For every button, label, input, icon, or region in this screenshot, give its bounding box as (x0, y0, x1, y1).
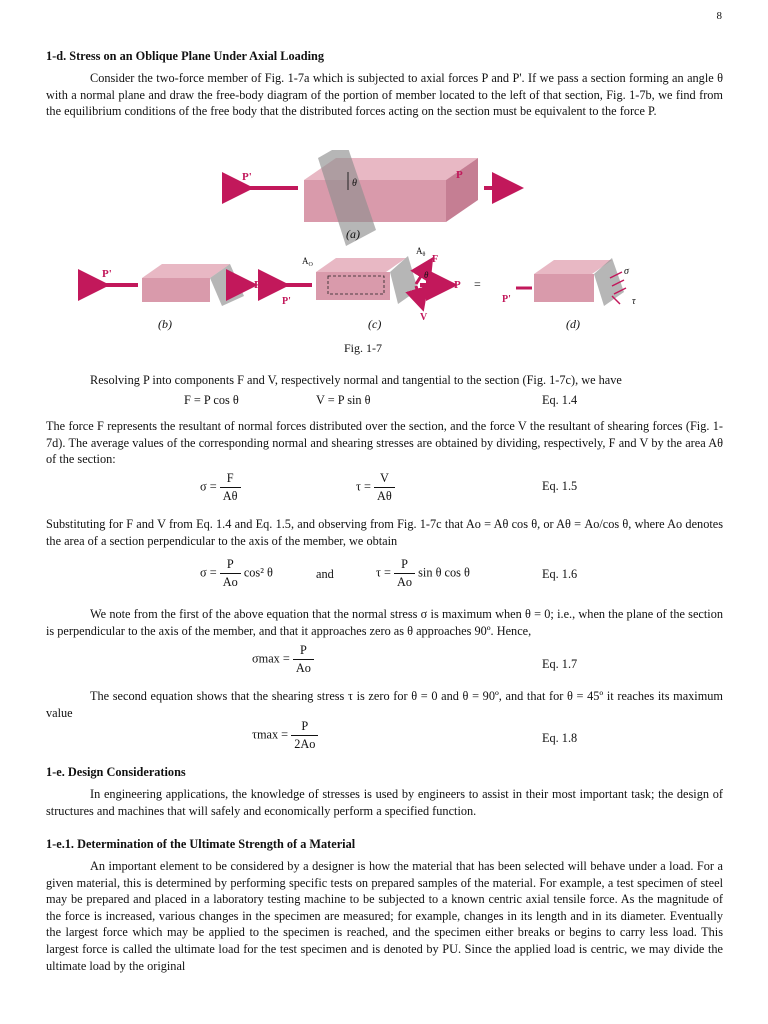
eq16-label: Eq. 1.6 (542, 567, 578, 581)
paragraph-ultimate-strength: An important element to be considered by a designer is how the material that has been selected will behave under a load. For a given material, this is determined by performing specific tests on prepared samples of the material. For example, a test specimen of steel may be prepared and placed in a laboratory testing machine to be subjected to a known centric axial tensile force. As the magnitude of the force is increased, various changes in the specimen are measured; for example, changes in its length and in its diameter. Eventually the largest force which may be applied to the specimen is reached, and the specimen either breaks or begins to carry less load. This largest force is called the ultimate load for the test specimen and is denoted by PU. Since the applied load is centric, we may divide the ultimate load by the original (46, 859, 723, 973)
eq15-label: Eq. 1.5 (542, 479, 578, 493)
label-tau-d: τ (632, 296, 636, 307)
label-area-theta: $A_\theta$ (416, 246, 426, 258)
figure-label-b: (b) (158, 317, 172, 331)
section-heading-1e: 1-e. Design Considerations (46, 765, 186, 779)
eq16-sigma-den: Ao (220, 573, 241, 591)
eq18-num: P (301, 719, 309, 733)
equation-1-6 (46, 556, 723, 596)
eq18-lhs: τmax = (252, 727, 289, 742)
paragraph-resolving: Resolving P into components F and V, respectively normal and tangential to the section (Fig. 1-7c), we have (90, 373, 622, 387)
eq17-num: P (299, 643, 307, 657)
paragraph-intro: Consider the two-force member of Fig. 1-7a which is subjected to axial forces P and P'. If we pass a section forming an angle θ with a normal plane and draw the free-body diagram of the portion of member located to the left of that section, Fig. 1-7b, we find from the equilibrium conditions of the free body that the distributed forces acting on the section must be equivalent to the force P. (46, 71, 723, 119)
label-p-prime-d: P' (502, 294, 511, 305)
eq15-tau-den: Aθ (374, 487, 395, 505)
paragraph-resultant: The force F represents the resultant of normal forces distributed over the section, and the force V the resultant of shearing forces (Fig. 1-7d). The average values of the corresponding normal and shearing stresses are obtained by dividing, respectively, F and V by the area Aθ of the section: (46, 419, 723, 467)
equation-1-7 (46, 642, 723, 682)
eq15-sigma-num: F (226, 471, 234, 485)
section-heading-1e1: 1-e.1. Determination of the Ultimate Strength of a Material (46, 837, 356, 851)
eq16-and: and (316, 567, 334, 581)
eq15-tau-num: V (379, 471, 389, 485)
figure-caption: Fig. 1-7 (344, 341, 383, 355)
figure-label-a: (a) (346, 227, 360, 241)
label-p-prime-b: P' (102, 268, 112, 280)
eq16-sigma-lhs: σ = (200, 565, 217, 580)
label-p-prime-c: P' (282, 296, 291, 307)
eq17-den: Ao (293, 659, 314, 677)
figure-label-c: (c) (368, 317, 382, 331)
eq14-label: Eq. 1.4 (542, 393, 578, 407)
equation-1-4 (46, 392, 723, 414)
equation-1-5 (46, 470, 723, 510)
eq14-left: F = P cos θ (184, 393, 239, 407)
paragraph-substituting: Substituting for F and V from Eq. 1.4 and Eq. 1.5, and observing from Fig. 1-7c that Ao = Aθ cos θ, or Aθ = Ao/cos θ, where Ao denotes the area of a section perpendicular to the axis of the member, we obtain (46, 517, 723, 548)
label-p-b: P (254, 279, 261, 291)
paragraph-design: In engineering applications, the knowledge of stresses is used by engineers to assist in their most important task; the design of structures and machines that will safely and economically perform a specified function. (46, 787, 723, 818)
label-force-v: V (420, 312, 428, 323)
equation-1-8 (46, 718, 723, 758)
label-area-o: $A_O$ (302, 256, 313, 268)
eq16-tau-lhs: τ = (376, 565, 391, 580)
label-p-c: P (454, 279, 461, 291)
equals-sign-2: = (474, 277, 481, 291)
figure-label-d: (d) (566, 317, 580, 331)
section-heading-1d: 1-d. Stress on an Oblique Plane Under Axial Loading (46, 49, 324, 63)
eq16-sigma-num: P (226, 557, 234, 571)
eq16-sigma-tail: cos² θ (243, 565, 273, 580)
label-p-a: P (456, 169, 463, 181)
label-p-prime-a: P' (242, 171, 252, 183)
label-sigma-d: σ (624, 266, 629, 277)
figure-1-7 (46, 150, 723, 360)
eq17-label: Eq. 1.7 (542, 657, 578, 671)
label-force-f: F (432, 254, 439, 265)
eq16-tau-den: Ao (394, 573, 415, 591)
eq16-tau-tail: sin θ cos θ (418, 565, 470, 580)
equals-sign-1: = (272, 277, 279, 291)
eq15-sigma-den: Aθ (220, 487, 241, 505)
label-theta-a: θ (352, 178, 357, 189)
eq14-right: V = P sin θ (316, 393, 371, 407)
paragraph-normal-stress: We note from the first of the above equation that the normal stress σ is maximum when θ = 0; i.e., when the plane of the section is perpendicular to the axis of the member, and that it approaches zero as θ approaches 90º. Hence, (46, 607, 723, 638)
eq15-sigma-lhs: σ = (200, 479, 217, 494)
page-number: 8 (716, 10, 722, 22)
figure-1-7-drawing (46, 150, 723, 360)
label-theta-c: θ (424, 270, 429, 280)
bar-d (516, 258, 626, 306)
eq16-tau-num: P (401, 557, 408, 571)
eq18-label: Eq. 1.8 (542, 731, 578, 745)
eq17-lhs: σmax = (252, 651, 290, 666)
bar-b (102, 264, 250, 306)
eq18-den: 2Ao (291, 735, 318, 753)
paragraph-shearing-stress: The second equation shows that the shearing stress τ is zero for θ = 0 and θ = 90º, and that for θ = 45º it reaches its maximum value (46, 689, 723, 720)
eq15-tau-lhs: τ = (356, 479, 371, 494)
